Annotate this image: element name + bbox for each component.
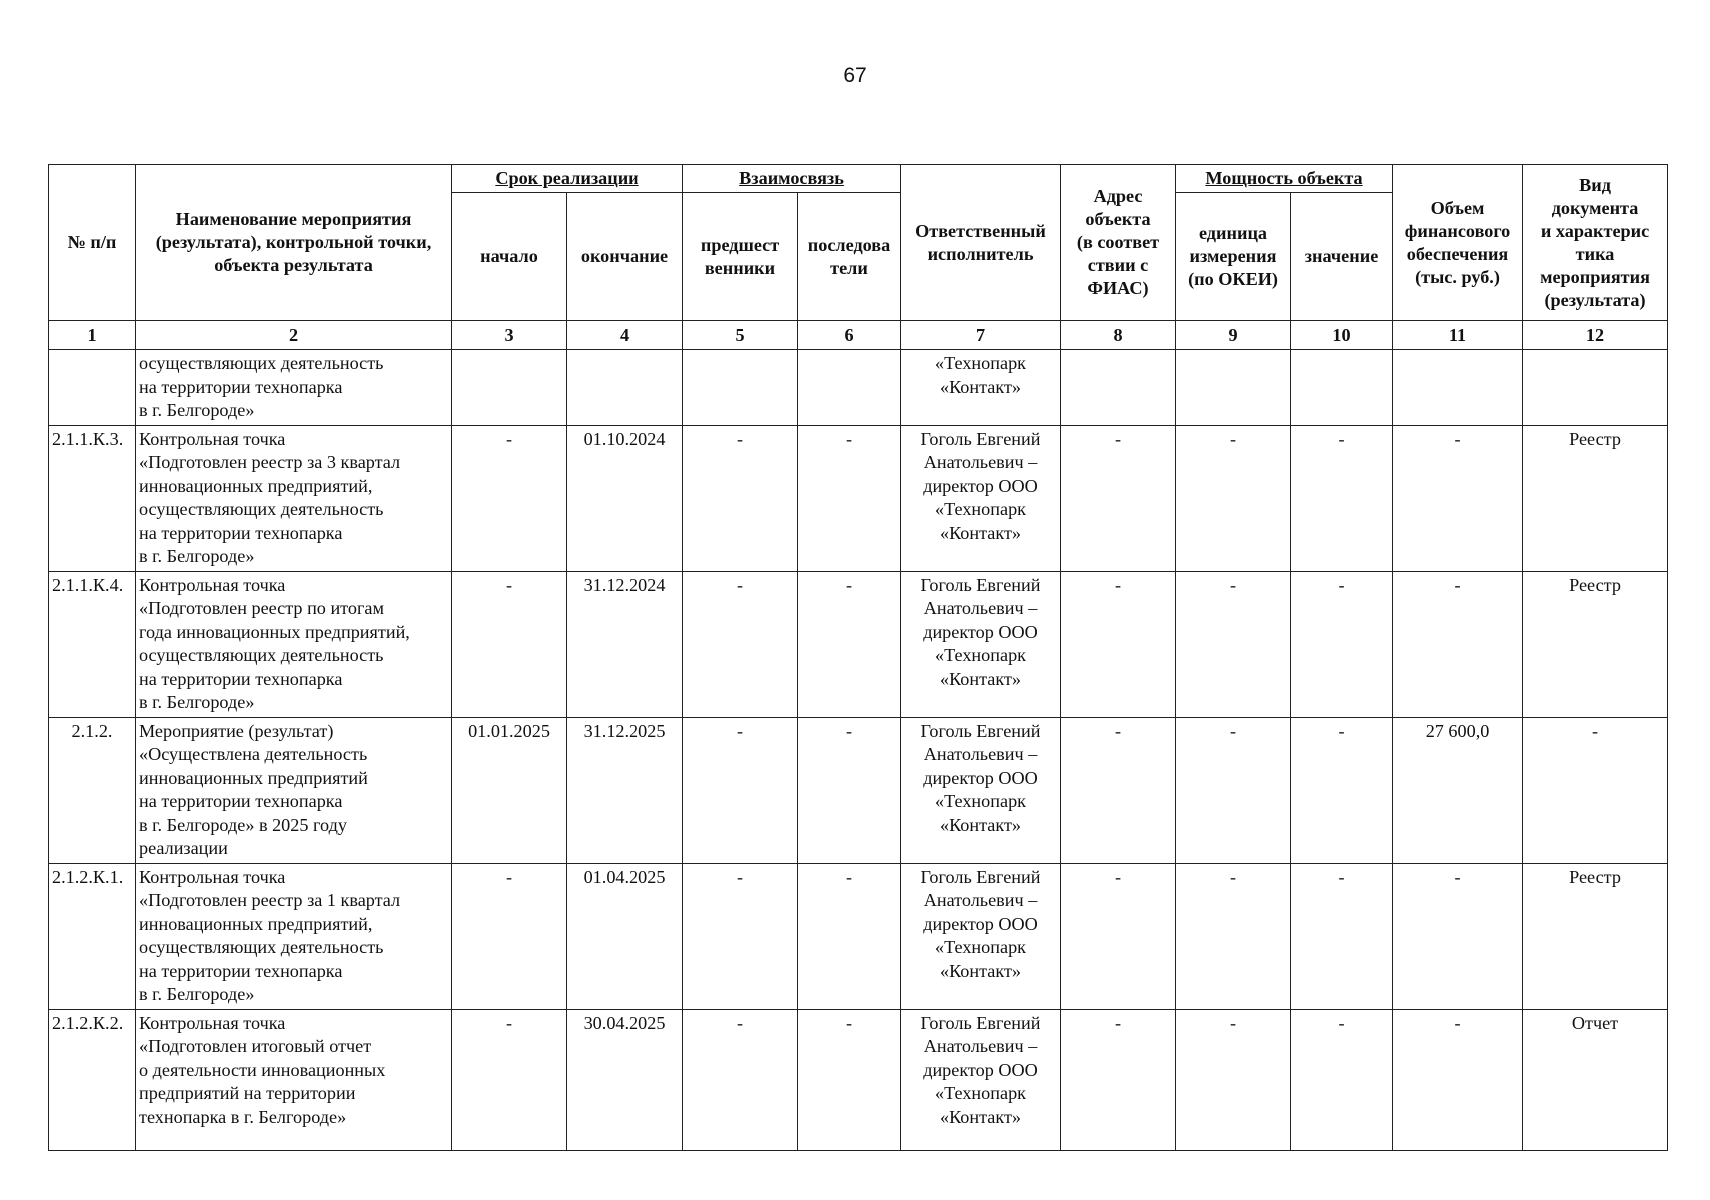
text-line: Контрольная точка: [139, 1012, 286, 1033]
row-number-cell: 2.1.2.: [49, 717, 136, 863]
text-line: мероприятия: [1540, 266, 1650, 287]
header-start: начало: [452, 193, 567, 321]
text-line: технопарка в г. Белгороде»: [139, 1106, 347, 1127]
text-line: осуществляющих деятельность: [139, 499, 384, 519]
text-line: исполнитель: [927, 243, 1034, 264]
text-line: объекта: [1085, 209, 1151, 229]
text-line: (результата): [1544, 289, 1646, 310]
row-name-cell: [136, 425, 452, 571]
row-end-cell: [567, 350, 683, 426]
row-resp-cell: [901, 425, 1061, 571]
column-number: 12: [1523, 321, 1668, 350]
text-line: Ответственный: [915, 220, 1046, 241]
text-line: осуществляющих деятельность: [139, 937, 384, 957]
text-line: документа: [1551, 197, 1639, 218]
text-line: Анатольевич –: [923, 744, 1038, 764]
text-line: директор ООО: [923, 621, 1038, 642]
text-line: (в соответ: [1076, 232, 1160, 252]
row-doc-cell: Отчет: [1523, 1009, 1668, 1150]
row-pred-cell: [683, 350, 798, 426]
text-line: Гоголь Евгений: [920, 866, 1041, 887]
row-end-cell: 31.12.2024: [567, 571, 683, 717]
text-line: «Технопарк: [935, 645, 1026, 665]
text-line: Гоголь Евгений: [920, 1012, 1041, 1033]
text-line: «Контакт»: [939, 1106, 1022, 1127]
text-line: Объем: [1430, 197, 1485, 218]
row-doc-cell: Реестр: [1523, 571, 1668, 717]
text-line: директор ООО: [923, 1059, 1038, 1080]
page-number: 67: [843, 64, 867, 87]
header-pred: [683, 193, 798, 321]
row-value-cell: -: [1291, 1009, 1393, 1150]
text-line: Контрольная точка: [139, 428, 286, 449]
plan-table: [48, 164, 1668, 1151]
text-line: «Подготовлен реестр за 1 квартал: [139, 890, 401, 910]
column-number: 9: [1176, 321, 1291, 350]
header-addr: [1061, 165, 1176, 321]
row-pred-cell: -: [683, 717, 798, 863]
row-doc-cell: Реестр: [1523, 425, 1668, 571]
column-number: 1: [49, 321, 136, 350]
text-line: осуществляющих деятельность: [139, 645, 384, 665]
text-line: Мероприятие (результат): [139, 720, 334, 741]
row-value-cell: -: [1291, 863, 1393, 1009]
row-name-cell: [136, 571, 452, 717]
text-line: в г. Белгороде»: [139, 546, 255, 566]
row-value-cell: [1291, 350, 1393, 426]
text-line: единица: [1198, 223, 1268, 243]
row-addr-cell: -: [1061, 571, 1176, 717]
text-line: Гоголь Евгений: [920, 428, 1041, 449]
header-unit: [1176, 193, 1291, 321]
header-link-label: Взаимосвязь: [739, 168, 844, 188]
row-fin-cell: -: [1393, 425, 1523, 571]
text-line: обеспечения: [1406, 243, 1509, 264]
row-pred-cell: -: [683, 863, 798, 1009]
table-body: [49, 350, 1668, 1151]
text-line: (тыс. руб.): [1415, 266, 1500, 287]
text-line: «Подготовлен реестр за 3 квартал: [139, 452, 401, 472]
text-line: Анатольевич –: [923, 598, 1038, 618]
header-power: [1176, 165, 1393, 193]
row-start-cell: -: [452, 863, 567, 1009]
text-line: (по ОКЕИ): [1188, 269, 1278, 289]
text-line: «Контакт»: [939, 522, 1022, 543]
row-fin-cell: -: [1393, 1009, 1523, 1150]
text-line: осуществляющих деятельность: [139, 353, 384, 373]
text-line: тика: [1575, 243, 1615, 264]
row-doc-cell: [1523, 350, 1668, 426]
text-line: «Контакт»: [939, 960, 1022, 981]
text-line: «Технопарк: [935, 499, 1026, 519]
row-fin-cell: -: [1393, 571, 1523, 717]
text-line: Контрольная точка: [139, 574, 286, 595]
row-start-cell: 01.01.2025: [452, 717, 567, 863]
row-post-cell: -: [798, 863, 901, 1009]
row-addr-cell: -: [1061, 1009, 1176, 1150]
text-line: Анатольевич –: [923, 890, 1038, 910]
text-line: на территории технопарка: [139, 960, 343, 981]
table-row: [49, 571, 1668, 717]
row-number-cell: 2.1.1.К.4.: [49, 571, 136, 717]
row-number-cell: 2.1.2.К.2.: [49, 1009, 136, 1150]
text-line: «Контакт»: [939, 814, 1022, 835]
text-line: на территории технопарка: [139, 791, 343, 811]
text-line: предприятий на территории: [139, 1083, 356, 1103]
text-line: директор ООО: [923, 767, 1038, 788]
row-resp-cell: [901, 717, 1061, 863]
row-start-cell: -: [452, 571, 567, 717]
row-name-cell: [136, 717, 452, 863]
row-value-cell: -: [1291, 571, 1393, 717]
text-line: Адрес: [1093, 186, 1143, 206]
text-line: «Технопарк: [935, 1083, 1026, 1103]
text-line: Анатольевич –: [923, 1036, 1038, 1056]
header-post: [798, 193, 901, 321]
row-addr-cell: -: [1061, 863, 1176, 1009]
header-value: значение: [1291, 193, 1393, 321]
row-start-cell: -: [452, 425, 567, 571]
row-fin-cell: 27 600,0: [1393, 717, 1523, 863]
text-line: в г. Белгороде» в 2025 году: [139, 814, 347, 835]
table-row: [49, 1009, 1668, 1150]
header-no: № п/п: [49, 165, 136, 321]
text-line: инновационных предприятий,: [139, 913, 373, 934]
row-post-cell: [798, 350, 901, 426]
row-end-cell: 01.10.2024: [567, 425, 683, 571]
table-row: [49, 350, 1668, 426]
row-resp-cell: [901, 863, 1061, 1009]
row-start-cell: [452, 350, 567, 426]
row-name-cell: [136, 863, 452, 1009]
column-number: 10: [1291, 321, 1393, 350]
text-line: инновационных предприятий,: [139, 475, 373, 496]
text-line: тели: [830, 257, 868, 278]
row-pred-cell: -: [683, 1009, 798, 1150]
header-link: [683, 165, 901, 193]
row-end-cell: 30.04.2025: [567, 1009, 683, 1150]
text-line: финансового: [1404, 220, 1511, 241]
text-line: предшест: [700, 234, 780, 255]
row-post-cell: -: [798, 1009, 901, 1150]
row-unit-cell: -: [1176, 425, 1291, 571]
row-post-cell: -: [798, 717, 901, 863]
text-line: директор ООО: [923, 913, 1038, 934]
text-line: венники: [704, 257, 776, 278]
row-unit-cell: -: [1176, 571, 1291, 717]
text-line: «Контакт»: [939, 668, 1022, 689]
row-end-cell: 31.12.2025: [567, 717, 683, 863]
text-line: директор ООО: [923, 475, 1038, 496]
column-number-row: [49, 321, 1668, 350]
row-value-cell: -: [1291, 717, 1393, 863]
row-fin-cell: -: [1393, 863, 1523, 1009]
row-resp-cell: [901, 350, 1061, 426]
header-resp: [901, 165, 1061, 321]
text-line: последова: [807, 234, 891, 255]
column-number: 8: [1061, 321, 1176, 350]
header-doc: [1523, 165, 1668, 321]
row-resp-cell: [901, 1009, 1061, 1150]
text-line: инновационных предприятий: [139, 767, 368, 788]
text-line: «Технопарк: [935, 791, 1026, 811]
row-addr-cell: -: [1061, 425, 1176, 571]
text-line: реализации: [139, 838, 228, 858]
row-pred-cell: -: [683, 425, 798, 571]
text-line: в г. Белгороде»: [139, 400, 255, 420]
table-row: [49, 863, 1668, 1009]
text-line: Вид: [1579, 174, 1611, 195]
table-header: [49, 165, 1668, 350]
row-name-cell: [136, 1009, 452, 1150]
text-line: «Подготовлен итоговый отчет: [139, 1036, 372, 1056]
text-line: года инновационных предприятий,: [139, 621, 410, 642]
row-start-cell: -: [452, 1009, 567, 1150]
column-number: 2: [136, 321, 452, 350]
column-number: 3: [452, 321, 567, 350]
row-fin-cell: [1393, 350, 1523, 426]
column-number: 6: [798, 321, 901, 350]
header-end: окончание: [567, 193, 683, 321]
column-number: 7: [901, 321, 1061, 350]
text-line: «Осуществлена деятельность: [139, 744, 368, 764]
header-srok: [452, 165, 683, 193]
text-line: ствии с: [1087, 255, 1149, 275]
row-doc-cell: -: [1523, 717, 1668, 863]
row-post-cell: -: [798, 571, 901, 717]
column-number: 11: [1393, 321, 1523, 350]
row-post-cell: -: [798, 425, 901, 571]
text-line: о деятельности инновационных: [139, 1059, 386, 1080]
header-power-label: Мощность объекта: [1205, 168, 1363, 188]
row-addr-cell: -: [1061, 717, 1176, 863]
row-number-cell: 2.1.1.К.3.: [49, 425, 136, 571]
row-unit-cell: [1176, 350, 1291, 426]
text-line: «Технопарк: [935, 353, 1026, 373]
text-line: Гоголь Евгений: [920, 574, 1041, 595]
header-name: Наименование мероприятия (результата), контрольной точки, объекта результата: [136, 165, 452, 321]
row-name-cell: [136, 350, 452, 426]
text-line: на территории технопарка: [139, 522, 343, 543]
text-line: Гоголь Евгений: [920, 720, 1041, 741]
row-number-cell: [49, 350, 136, 426]
row-pred-cell: -: [683, 571, 798, 717]
text-line: на территории технопарка: [139, 668, 343, 689]
text-line: измерения: [1189, 246, 1277, 266]
row-unit-cell: -: [1176, 863, 1291, 1009]
text-line: Контрольная точка: [139, 866, 286, 887]
table-row: [49, 717, 1668, 863]
row-addr-cell: [1061, 350, 1176, 426]
text-line: «Технопарк: [935, 937, 1026, 957]
row-doc-cell: Реестр: [1523, 863, 1668, 1009]
text-line: ФИАС): [1087, 278, 1149, 298]
row-unit-cell: -: [1176, 1009, 1291, 1150]
column-number: 4: [567, 321, 683, 350]
row-number-cell: 2.1.2.К.1.: [49, 863, 136, 1009]
text-line: на территории технопарка: [139, 376, 343, 397]
row-unit-cell: -: [1176, 717, 1291, 863]
text-line: Анатольевич –: [923, 452, 1038, 472]
header-fin: [1393, 165, 1523, 321]
text-line: в г. Белгороде»: [139, 692, 255, 712]
row-resp-cell: [901, 571, 1061, 717]
table-row: [49, 425, 1668, 571]
row-value-cell: -: [1291, 425, 1393, 571]
column-number: 5: [683, 321, 798, 350]
text-line: «Подготовлен реестр по итогам: [139, 598, 385, 618]
text-line: «Контакт»: [939, 376, 1022, 397]
row-end-cell: 01.04.2025: [567, 863, 683, 1009]
text-line: и характерис: [1540, 220, 1650, 241]
text-line: в г. Белгороде»: [139, 984, 255, 1004]
header-srok-label: Срок реализации: [495, 168, 639, 188]
